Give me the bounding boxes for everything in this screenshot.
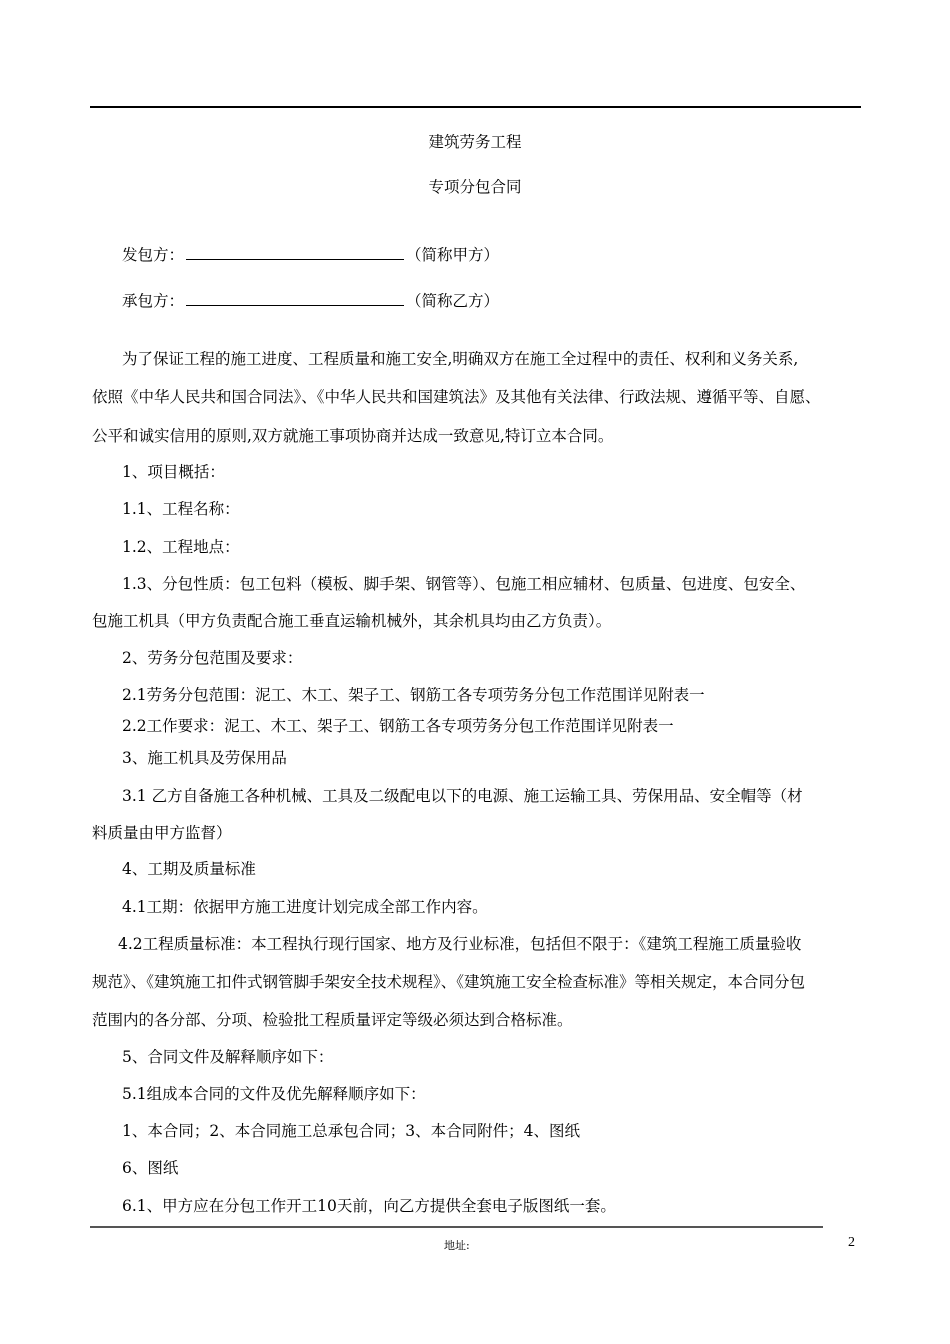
section-5-list: 1、本合同；2、本合同施工总承包合同；3、本合同附件；4、图纸 (122, 1122, 580, 1140)
section-3-heading: 3、施工机具及劳保用品 (122, 749, 287, 767)
section-6-1: 6.1、甲方应在分包工作开工10天前，向乙方提供全套电子版图纸一套。 (122, 1197, 616, 1215)
employer-line (122, 243, 862, 265)
section-4-2-line-3: 范围内的各分部、分项、检验批工程质量评定等级必须达到合格标准。 (92, 1011, 573, 1029)
contractor-label: 承包方： (122, 292, 185, 310)
section-5-1: 5.1组成本合同的文件及优先解释顺序如下： (122, 1085, 426, 1103)
intro-line-3: 公平和诚实信用的原则,双方就施工事项协商并达成一致意见,特订立本合同。 (92, 427, 614, 445)
section-4-heading: 4、工期及质量标准 (122, 860, 256, 878)
footer-address-label: 地址: (444, 1239, 470, 1252)
section-1-1: 1.1、工程名称： (122, 500, 240, 518)
section-5-heading: 5、合同文件及解释顺序如下： (122, 1048, 334, 1066)
section-4-2-line-1: 4.2工程质量标准：本工程执行现行国家、地方及行业标准，包括但不限于：《建筑工程施工质量验收 (118, 935, 802, 953)
intro-line-2: 依照《中华人民共和国合同法》、《中华人民共和国建筑法》及其他有关法律、行政法规、遵循平等、自愿、 (92, 388, 821, 406)
section-6-heading: 6、图纸 (122, 1159, 179, 1177)
section-2-heading: 2、劳务分包范围及要求： (122, 649, 303, 667)
employer-label: 发包方： (122, 246, 185, 264)
employer-blank (186, 245, 404, 260)
section-1-2: 1.2、工程地点： (122, 538, 240, 556)
section-1-heading: 1、项目概括： (122, 463, 225, 481)
section-1-3-line-2: 包施工机具（甲方负责配合施工垂直运输机械外，其余机具均由乙方负责）。 (92, 612, 612, 630)
section-3-1-line-1: 3.1 乙方自备施工各种机械、工具及二级配电以下的电源、施工运输工具、劳保用品、安全帽等（材 (122, 787, 803, 805)
footer-rule (90, 1226, 823, 1228)
section-2-1: 2.1劳务分包范围：泥工、木工、架子工、钢筋工各专项劳务分包工作范围详见附表一 (122, 686, 705, 704)
section-4-2-line-2: 规范》、《建筑施工扣件式钢管脚手架安全技术规程》、《建筑施工安全检查标准》等相关规定，本合同分包 (92, 973, 806, 991)
intro-line-1: 为了保证工程的施工进度、工程质量和施工安全,明确双方在施工全过程中的责任、权利和义务关系, (122, 350, 799, 368)
document-title: 建筑劳务工程 (428, 133, 522, 151)
section-2-2: 2.2工作要求：泥工、木工、架子工、钢筋工各专项劳务分包工作范围详见附表一 (122, 717, 674, 735)
section-3-1-line-2: 料质量由甲方监督） (92, 824, 232, 842)
section-4-1: 4.1工期：依据甲方施工进度计划完成全部工作内容。 (122, 898, 488, 916)
document-subtitle: 专项分包合同 (428, 178, 522, 196)
page-number: 2 (848, 1235, 855, 1250)
employer-suffix: （简称甲方） (406, 246, 500, 264)
header-rule (90, 106, 861, 108)
contractor-line (122, 289, 862, 311)
section-1-3-line-1: 1.3、分包性质：包工包料（模板、脚手架、钢管等）、包施工相应辅材、包质量、包进度、包安全、 (122, 575, 806, 593)
contractor-suffix: （简称乙方） (406, 292, 500, 310)
contractor-blank (186, 291, 404, 306)
